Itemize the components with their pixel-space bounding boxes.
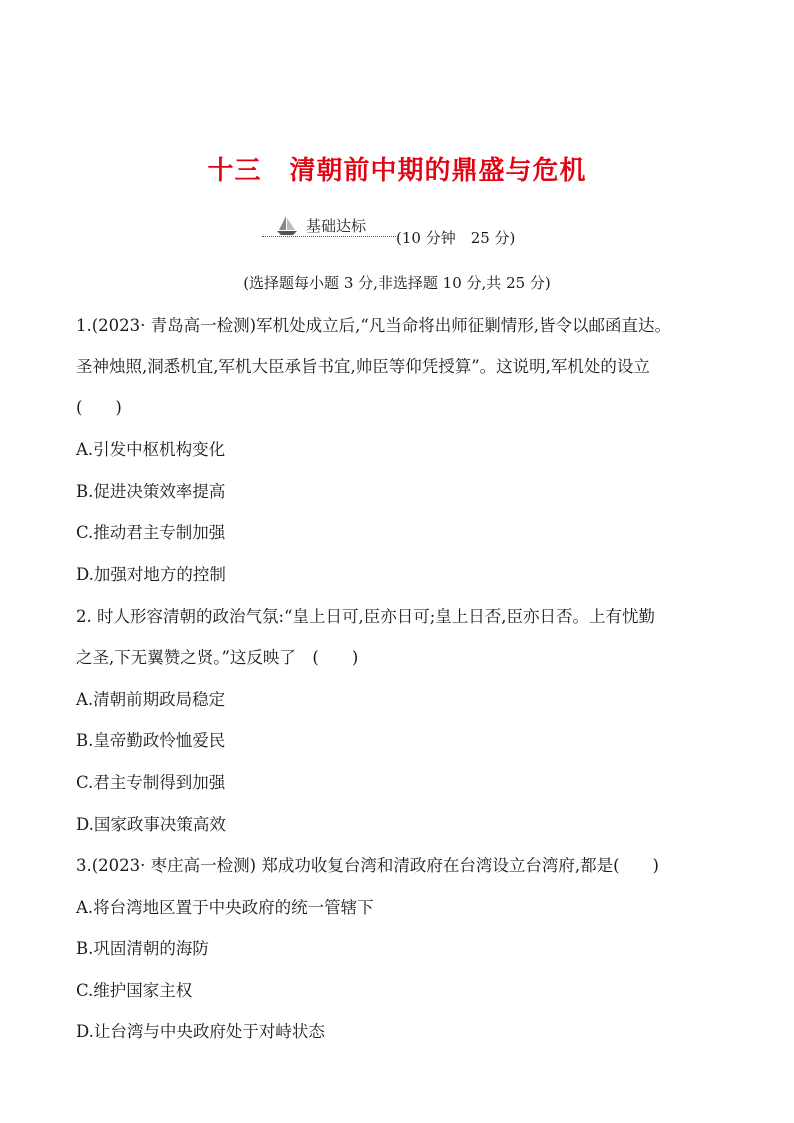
q1-option-b: B.促进决策效率提高: [76, 482, 226, 501]
title-number: 十三: [207, 156, 262, 186]
title-text: 清朝前中期的鼎盛与危机: [289, 156, 587, 186]
q3-option-d: D.让台湾与中央政府处于对峙状态: [76, 1022, 325, 1041]
q2-option-d: D.国家政事决策高效: [76, 815, 226, 834]
q2-option-c: C.君主专制得到加强: [76, 773, 226, 792]
q1-stem-line1: 1.(2023· 青岛高一检测)军机处成立后,“凡当命将出师征剿情形,皆令以邮函直达。: [76, 316, 672, 335]
q1-stem-line2: 圣神烛照,洞悉机宜,军机大臣承旨书宜,帅臣等仰凭授算”。这说明,军机处的设立: [76, 357, 650, 376]
q1-option-d: D.加强对地方的控制: [76, 565, 226, 584]
q3-option-c: C.维护国家主权: [76, 981, 193, 1000]
section-time: (10 分钟 25 分): [396, 229, 516, 247]
section-header: [262, 212, 542, 247]
instructions: (选择题每小题 3 分,非选择题 10 分,共 25 分): [243, 274, 551, 292]
sailboat-icon: [276, 214, 298, 236]
page-title: [0, 150, 794, 187]
q2-option-b: B.皇帝勤政怜恤爱民: [76, 731, 226, 750]
q1-option-c: C.推动君主专制加强: [76, 523, 226, 542]
q2-option-a: A.清朝前期政局稳定: [76, 690, 226, 709]
q2-stem-line1: 2. 时人形容清朝的政治气氛:“皇上日可,臣亦日可;皇上日否,臣亦日否。上有忧勤: [76, 607, 656, 626]
section-label: 基础达标: [306, 217, 367, 235]
q3-option-a: A.将台湾地区置于中央政府的统一管辖下: [76, 898, 374, 917]
dotted-divider: [262, 236, 396, 237]
q3-stem-line1: 3.(2023· 枣庄高一检测) 郑成功收复台湾和清政府在台湾设立台湾府,都是( ): [76, 856, 659, 875]
q2-stem-line2: 之圣,下无翼赞之贤。”这反映了 ( ): [76, 648, 359, 667]
q1-blank: ( ): [76, 398, 122, 417]
q3-option-b: B.巩固清朝的海防: [76, 939, 209, 958]
q1-option-a: A.引发中枢机构变化: [76, 440, 226, 459]
